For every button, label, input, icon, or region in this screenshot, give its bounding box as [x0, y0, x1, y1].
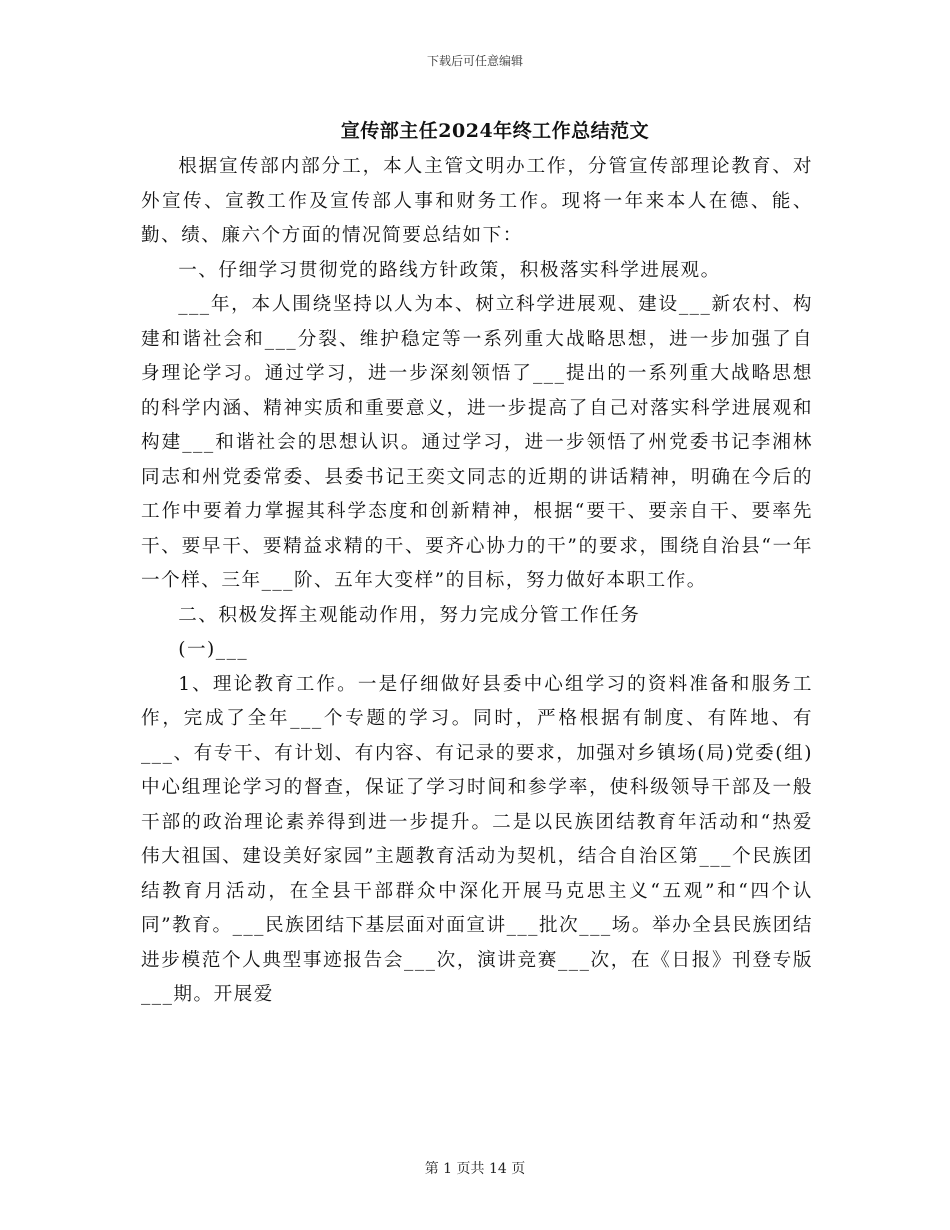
document-body [141, 150, 813, 1013]
paragraph-section-2-heading: 二、积极发挥主观能动作用，努力完成分管工作任务 [178, 604, 641, 626]
paragraph-section-1-body: ___年，本人围绕坚持以人为本、树立科学进展观、建设___新农村、构建和谐社会和___分裂、维护稳定等一系列重大战略思想，进一步加强了自身理论学习。通过学习，进一步深刻领悟了___提出的一系列重大战略思想的科学内涵、精神实质和重要意义，进一步提高了自己对落实科学进展观和构建___和谐社会的思想认识。通过学习，进一步领悟了州党委书记李湘林同志和州党委常委、县委书记王奕文同志的近期的讲话精神，明确在今后的工作中要着力掌握其科学态度和创新精神，根据“要干、要亲自干、要率先干、要早干、要精益求精的干、要齐心协力的干”的要求，围绕自治县“一年一个样、三年___阶、五年大变样”的目标，努力做好本职工作。 [141, 294, 813, 591]
paragraph-intro: 根据宣传部内部分工，本人主管文明办工作，分管宣传部理论教育、对外宣传、宣教工作及宣传部人事和财务工作。现将一年来本人在德、能、勤、绩、廉六个方面的情况简要总结如下： [141, 156, 813, 246]
paragraph-subsection-1-heading: (一)___ [178, 639, 249, 660]
document-title: 宣传部主任2024年终工作总结范文 [340, 120, 650, 142]
paragraph-theory-education: 1、理论教育工作。一是仔细做好县委中心组学习的资料准备和服务工作，完成了全年___个专题的学习。同时，严格根据有制度、有阵地、有___、有专干、有计划、有内容、有记录的要求，加强对乡镇场(局)党委(组)中心组理论学习的督查，保证了学习时间和参学率，使科级领导干部及一般干部的政治理论素养得到进一步提升。二是以民族团结教育年活动和“热爱伟大祖国、建设美好家园”主题教育活动为契机，结合自治区第___个民族团结教育月活动，在全县干部群众中深化开展马克思主义“五观”和“四个认同”教育。___民族团结下基层面对面宣讲___批次___场。举办全县民族团结进步模范个人典型事迹报告会___次，演讲竞赛___次，在《日报》刊登专版___期。开展爱 [141, 673, 813, 1005]
paragraph-section-1-heading: 一、仔细学习贯彻党的路线方针政策，积极落实科学进展观。 [178, 259, 721, 281]
page-header: 下载后可任意编辑 [426, 54, 523, 68]
page-footer: 第 1 页共 14 页 [424, 1161, 526, 1177]
